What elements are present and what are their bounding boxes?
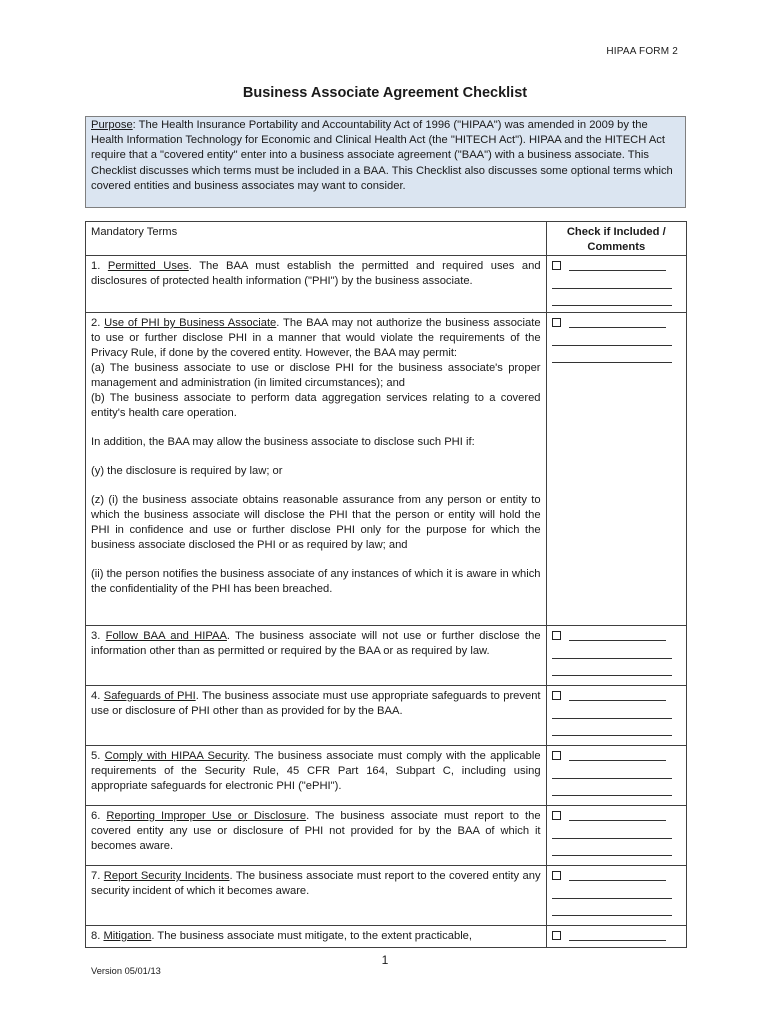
check-cell: [546, 626, 686, 686]
term-heading: Use of PHI by Business Associate: [104, 317, 277, 329]
comment-line[interactable]: [552, 869, 681, 887]
comment-line[interactable]: [552, 929, 681, 947]
term-number: 6.: [91, 810, 101, 822]
comment-blank[interactable]: [569, 690, 666, 701]
term-number: 7.: [91, 870, 101, 882]
term-heading: Comply with HIPAA Security: [104, 750, 248, 762]
term-paragraph: [91, 567, 541, 597]
comment-blank[interactable]: [569, 260, 666, 271]
comment-line[interactable]: [552, 629, 681, 647]
term-number: 5.: [91, 750, 101, 762]
term-heading: Permitted Uses: [107, 260, 189, 272]
comment-blank[interactable]: [569, 930, 666, 941]
checklist-row: [86, 686, 687, 746]
term-paragraph: [91, 493, 541, 553]
checkbox-icon[interactable]: [552, 751, 561, 760]
term-paragraph: 1. Permitted Uses. The BAA must establish the permitted and required uses and disclosures of protected health information ("PHI") by the business associate.: [91, 260, 541, 287]
term-paragraph: [91, 435, 541, 450]
comment-blank[interactable]: [552, 648, 672, 659]
term-body: (z) (i) the business associate obtains reasonable assurance from any person or entity to which the business associate will disclose the PHI that the person or entity will hold the PHI in confidence and use or further disclose PHI only for the purpose for which the business associate disclosed the PHI or as required by law; and: [91, 494, 541, 551]
comment-blank[interactable]: [569, 810, 666, 821]
check-cell: [546, 806, 686, 866]
comment-line[interactable]: [552, 707, 681, 725]
checkbox-icon[interactable]: [552, 931, 561, 940]
purpose-text: : The Health Insurance Portability and Accountability Act of 1996 ("HIPAA") was amended in 2009 by the Health Information Technology for Economic and Clinical Health Act (the "HITECH Act"). HIPAA and the HITECH Act require that a "covered entity" enter into a business associate agreement ("BAA") with a business associate. This Checklist discusses which terms must be included in a BAA. This Checklist also discusses some optional terms which covered entities and business associates may want to consider.: [91, 119, 673, 192]
comment-blank[interactable]: [552, 768, 672, 779]
comment-line[interactable]: [552, 844, 681, 862]
comment-blank[interactable]: [552, 335, 672, 346]
term-cell: [86, 256, 547, 313]
term-body: The BAA must establish the permitted and required uses and disclosures of protected health information ("PHI") by the business associate.: [91, 260, 541, 287]
checkbox-icon[interactable]: [552, 691, 561, 700]
term-body: (ii) the person notifies the business associate of any instances of which it is aware in which the confidentiality of the PHI has been breached.: [91, 568, 541, 595]
check-cell: [546, 313, 686, 626]
checklist-row: [86, 256, 687, 313]
checklist-row: [86, 806, 687, 866]
check-cell: [546, 686, 686, 746]
check-cell: [546, 926, 686, 948]
term-number: 1.: [91, 260, 101, 272]
checklist-row: [86, 626, 687, 686]
comment-blank[interactable]: [552, 665, 672, 676]
term-body: The business associate must report to the covered entity any security incident of which it becomes aware.: [91, 870, 541, 897]
comment-line[interactable]: [552, 827, 681, 845]
comment-line[interactable]: [552, 351, 681, 369]
comment-line[interactable]: [552, 904, 681, 922]
term-cell: [86, 806, 547, 866]
comment-blank[interactable]: [569, 870, 666, 881]
comment-blank[interactable]: [569, 750, 666, 761]
comment-blank[interactable]: [552, 278, 672, 289]
term-number: 3.: [91, 630, 101, 642]
term-cell: [86, 926, 547, 948]
term-body: The business associate must comply with the applicable requirements of the Security Rule, 45 CFR Part 164, Subpart C, including using appropriate safeguards for electronic PHI ("ePHI").: [91, 750, 541, 792]
term-paragraph: 6. Reporting Improper Use or Disclosure. The business associate must report to the covered entity any use or disclosure of PHI not provided for by the BAA of which it becomes aware.: [91, 810, 541, 852]
term-body: (b) The business associate to perform data aggregation services relating to a covered entity's health care operation.: [91, 392, 541, 419]
term-paragraph: [91, 464, 541, 479]
comment-line[interactable]: [552, 664, 681, 682]
comment-line[interactable]: [552, 767, 681, 785]
comment-blank[interactable]: [569, 630, 666, 641]
term-number: 4.: [91, 690, 101, 702]
comment-line[interactable]: [552, 316, 681, 334]
term-body: The business associate must mitigate, to the extent practicable,: [157, 930, 473, 942]
check-cell: [546, 866, 686, 926]
comment-line[interactable]: [552, 647, 681, 665]
comment-line[interactable]: [552, 259, 681, 277]
comment-line[interactable]: [552, 724, 681, 742]
term-cell: [86, 313, 547, 626]
comment-blank[interactable]: [552, 888, 672, 899]
term-body: (a) The business associate to use or disclose PHI for the business associate's proper management and administration (in limited circumstances); and: [91, 362, 541, 389]
checkbox-icon[interactable]: [552, 631, 561, 640]
term-number: 2.: [91, 317, 101, 329]
checkbox-icon[interactable]: [552, 811, 561, 820]
form-label: HIPAA FORM 2: [606, 46, 678, 57]
term-paragraph: 7. Report Security Incidents. The business associate must report to the covered entity any security incident of which it becomes aware.: [91, 870, 541, 897]
term-body: In addition, the BAA may allow the business associate to disclose such PHI if:: [91, 436, 475, 448]
version-footer: Version 05/01/13: [91, 966, 161, 976]
term-paragraph: 5. Comply with HIPAA Security. The business associate must comply with the applicable requirements of the Security Rule, 45 CFR Part 164, Subpart C, including using appropriate safeguards for electronic PHI ("ePHI").: [91, 750, 541, 792]
term-paragraph: 4. Safeguards of PHI. The business associate must use appropriate safeguards to prevent use or disclosure of PHI other than as provided for by the BAA.: [91, 690, 541, 717]
comment-line[interactable]: [552, 749, 681, 767]
document-title: Business Associate Agreement Checklist: [242, 85, 528, 101]
comment-line[interactable]: [552, 277, 681, 295]
comment-line[interactable]: [552, 294, 681, 312]
comment-line[interactable]: [552, 809, 681, 827]
term-paragraph: [91, 391, 541, 421]
comment-blank[interactable]: [552, 828, 672, 839]
term-body: The business associate must report to the covered entity any use or disclosure of PHI not provided for by the BAA of which it becomes aware.: [91, 810, 541, 852]
check-cell: [546, 256, 686, 313]
term-paragraph: 2. Use of PHI by Business Associate. The BAA may not authorize the business associate to use or further disclose PHI in a manner that would violate the requirements of the Privacy Rule, if done by the covered entity. However, the BAA may permit:: [91, 317, 541, 359]
comment-blank[interactable]: [552, 905, 672, 916]
comment-blank[interactable]: [552, 708, 672, 719]
term-paragraph: [91, 361, 541, 391]
comment-blank[interactable]: [552, 785, 672, 796]
term-heading: Reporting Improper Use or Disclosure: [106, 810, 307, 822]
comment-line[interactable]: [552, 689, 681, 707]
comment-blank[interactable]: [569, 317, 666, 328]
comment-blank[interactable]: [552, 352, 672, 363]
checklist-row: [86, 926, 687, 948]
term-heading: Mitigation: [103, 930, 152, 942]
checkbox-icon[interactable]: [552, 318, 561, 327]
checklist-rows: [86, 256, 687, 948]
column-header-terms: Mandatory Terms: [86, 222, 547, 256]
term-heading: Report Security Incidents: [103, 870, 230, 882]
term-body: The business associate will not use or further disclose the information other than as permitted or required by the BAA or as required by law.: [91, 630, 541, 657]
checkbox-icon[interactable]: [552, 871, 561, 880]
term-cell: [86, 866, 547, 926]
comment-line[interactable]: [552, 784, 681, 802]
term-body: The business associate must use appropriate safeguards to prevent use or disclosure of PHI other than as provided for by the BAA.: [91, 690, 541, 717]
term-cell: [86, 626, 547, 686]
term-heading: Follow BAA and HIPAA: [105, 630, 227, 642]
column-header-check: Check if Included / Comments: [546, 222, 686, 256]
term-heading: Safeguards of PHI: [103, 690, 196, 702]
term-body: The BAA may not authorize the business associate to use or further disclose PHI in a manner that would violate the requirements of the Privacy Rule, if done by the covered entity. However, the BAA may permit:: [91, 317, 541, 359]
term-number: 8.: [91, 930, 101, 942]
table-header-row: [86, 222, 687, 256]
purpose-lead: Purpose: [91, 119, 133, 131]
comment-line[interactable]: [552, 334, 681, 352]
check-cell: [546, 746, 686, 806]
comment-line[interactable]: [552, 887, 681, 905]
term-cell: [86, 686, 547, 746]
term-body: (y) the disclosure is required by law; or: [91, 465, 283, 477]
term-cell: [86, 746, 547, 806]
page-number: 1: [381, 953, 389, 967]
checklist-row: [86, 313, 687, 626]
purpose-box: [85, 116, 686, 208]
checklist-row: [86, 746, 687, 806]
term-paragraph: 3. Follow BAA and HIPAA. The business associate will not use or further disclose the information other than as permitted or required by the BAA or as required by law.: [91, 630, 541, 657]
checkbox-icon[interactable]: [552, 261, 561, 270]
comment-blank[interactable]: [552, 725, 672, 736]
checklist-table: [85, 221, 687, 948]
comment-blank[interactable]: [552, 845, 672, 856]
checklist-row: [86, 866, 687, 926]
term-paragraph: 8. Mitigation. The business associate must mitigate, to the extent practicable,: [91, 930, 473, 942]
comment-blank[interactable]: [552, 295, 672, 306]
